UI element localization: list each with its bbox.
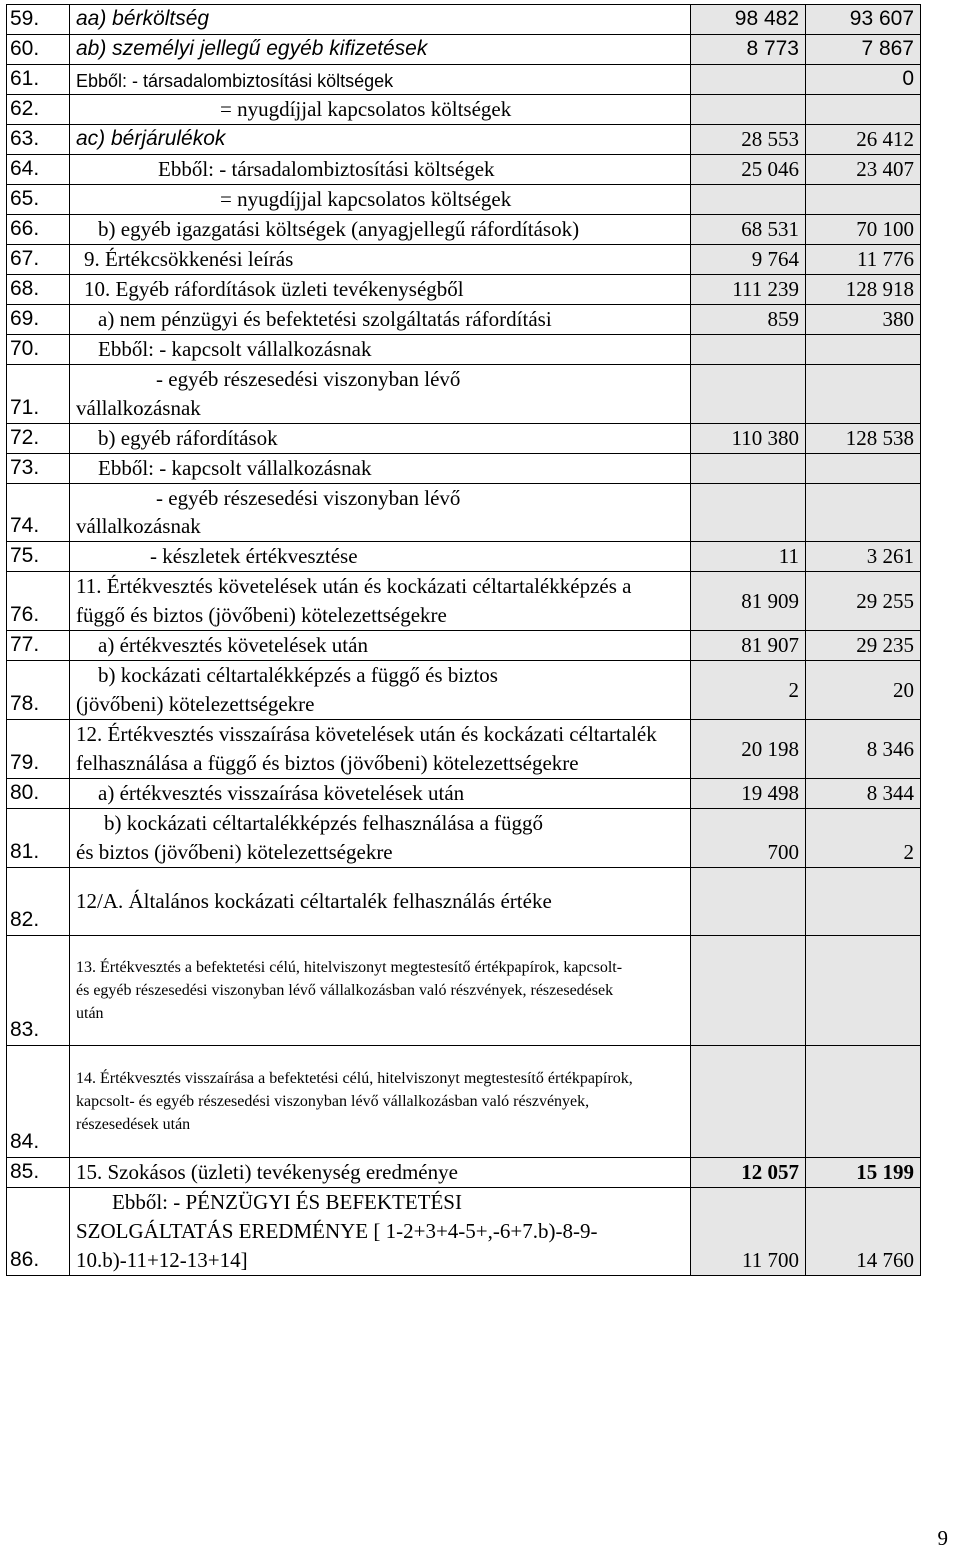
description-line: b) kockázati céltartalékképzés a függő és biztos (98, 663, 498, 688)
value-col2 (806, 483, 921, 542)
value-col2: 11 776 (806, 244, 921, 274)
value-col2: 128 538 (806, 423, 921, 453)
value-col1: 8 773 (691, 34, 806, 64)
table-row (7, 809, 921, 868)
value-col2 (806, 1046, 921, 1158)
description-line: SZOLGÁLTATÁS EREDMÉNYE [ 1-2+3+4-5+,-6+7.b)-8-9-10.b)-11+12-13+14] (76, 1219, 598, 1272)
value-col2: 29 235 (806, 631, 921, 661)
value-col2: 29 255 (806, 572, 921, 631)
row-description: - készletek értékvesztése (70, 542, 691, 572)
value-col1: 20 198 (691, 720, 806, 779)
value-col2 (806, 936, 921, 1046)
table-row (7, 124, 921, 154)
row-description (70, 661, 691, 720)
value-col1 (691, 1046, 806, 1158)
row-description: aa) bérköltség (70, 5, 691, 35)
value-col2 (806, 334, 921, 364)
row-number: 71. (7, 364, 70, 423)
row-description (70, 1188, 691, 1276)
row-number: 67. (7, 244, 70, 274)
row-number: 86. (7, 1188, 70, 1276)
row-description: ac) bérjárulékok (70, 124, 691, 154)
value-col1: 110 380 (691, 423, 806, 453)
table-row (7, 34, 921, 64)
description-line: vállalkozásnak (76, 514, 201, 539)
row-description (70, 483, 691, 542)
row-number: 78. (7, 661, 70, 720)
value-col2 (806, 94, 921, 124)
table-row (7, 936, 921, 1046)
table-row (7, 244, 921, 274)
row-description: b) egyéb ráfordítások (70, 423, 691, 453)
row-description: 13. Értékvesztés a befektetési célú, hitelviszonyt megtestesítő értékpapírok, kapcsolt- és egyéb részesedési viszonyban lévő vállalkozásban való részvények, részesedések után (70, 936, 691, 1046)
value-col1: 9 764 (691, 244, 806, 274)
value-col2: 2 (806, 809, 921, 868)
row-number: 61. (7, 64, 70, 94)
row-number: 85. (7, 1158, 70, 1188)
row-description: 14. Értékvesztés visszaírása a befektetési célú, hitelviszonyt megtestesítő értékpapírok, kapcsolt- és egyéb részesedési viszonyban lévő vállalkozásban való részvények, részesedések után (70, 1046, 691, 1158)
value-col1: 11 700 (691, 1188, 806, 1276)
row-number: 59. (7, 5, 70, 35)
row-number: 68. (7, 274, 70, 304)
description-line: vállalkozásnak (76, 395, 201, 420)
table-row (7, 154, 921, 184)
value-col1: 98 482 (691, 5, 806, 35)
value-col2: 15 199 (806, 1158, 921, 1188)
value-col2: 14 760 (806, 1188, 921, 1276)
description-line: b) kockázati céltartalékképzés felhasználása a függő (104, 811, 544, 836)
page-number: 9 (937, 1526, 948, 1550)
value-col1 (691, 936, 806, 1046)
row-description: a) értékvesztés követelések után (70, 631, 691, 661)
table-row (7, 184, 921, 214)
value-col2: 0 (806, 64, 921, 94)
row-description: Ebből: - társadalombiztosítási költségek (70, 64, 691, 94)
value-col2: 23 407 (806, 154, 921, 184)
value-col1: 700 (691, 809, 806, 868)
row-number: 63. (7, 124, 70, 154)
row-description: 9. Értékcsökkenési leírás (70, 244, 691, 274)
row-number: 69. (7, 304, 70, 334)
row-number: 72. (7, 423, 70, 453)
row-number: 81. (7, 809, 70, 868)
table-row (7, 1158, 921, 1188)
table-row (7, 304, 921, 334)
table-row (7, 1188, 921, 1276)
table-row (7, 1046, 921, 1158)
description-line: (jövőbeni) kötelezettségekre (76, 692, 315, 717)
row-number: 76. (7, 572, 70, 631)
row-description: Ebből: - kapcsolt vállalkozásnak (70, 334, 691, 364)
income-statement-table (6, 4, 921, 1276)
row-description: ab) személyi jellegű egyéb kifizetések (70, 34, 691, 64)
value-col1: 28 553 (691, 124, 806, 154)
row-description: 15. Szokásos (üzleti) tevékenység eredménye (70, 1158, 691, 1188)
description-line: - egyéb részesedési viszonyban lévő (156, 485, 461, 510)
row-description: 12. Értékvesztés visszaírása követelések után és kockázati céltartalék felhasználása a függő és biztos (jövőbeni) kötelezettségekre (70, 720, 691, 779)
table-row (7, 94, 921, 124)
table-row (7, 453, 921, 483)
value-col2 (806, 364, 921, 423)
row-number: 82. (7, 868, 70, 936)
value-col1: 2 (691, 661, 806, 720)
table-row (7, 334, 921, 364)
value-col2: 8 344 (806, 779, 921, 809)
row-number: 74. (7, 483, 70, 542)
value-col1: 68 531 (691, 214, 806, 244)
value-col1: 11 (691, 542, 806, 572)
value-col1 (691, 483, 806, 542)
value-col2: 3 261 (806, 542, 921, 572)
table-row (7, 779, 921, 809)
value-col2 (806, 184, 921, 214)
value-col1: 12 057 (691, 1158, 806, 1188)
value-col1: 81 907 (691, 631, 806, 661)
value-col1 (691, 364, 806, 423)
row-description: Ebből: - társadalombiztosítási költségek (70, 154, 691, 184)
value-col1: 25 046 (691, 154, 806, 184)
value-col2: 128 918 (806, 274, 921, 304)
row-number: 75. (7, 542, 70, 572)
row-description: a) nem pénzügyi és befektetési szolgáltatás ráfordítási (70, 304, 691, 334)
value-col1 (691, 868, 806, 936)
row-number: 66. (7, 214, 70, 244)
table-row (7, 720, 921, 779)
row-description: = nyugdíjjal kapcsolatos költségek (70, 94, 691, 124)
row-number: 77. (7, 631, 70, 661)
table-row (7, 542, 921, 572)
value-col2: 7 867 (806, 34, 921, 64)
row-number: 65. (7, 184, 70, 214)
row-description: b) egyéb igazgatási költségek (anyagjellegű ráfordítások) (70, 214, 691, 244)
value-col2: 70 100 (806, 214, 921, 244)
row-description (70, 364, 691, 423)
row-number: 80. (7, 779, 70, 809)
table-row (7, 483, 921, 542)
row-description: 10. Egyéb ráfordítások üzleti tevékenységből (70, 274, 691, 304)
value-col2: 20 (806, 661, 921, 720)
table-row (7, 423, 921, 453)
table-row (7, 214, 921, 244)
row-number: 70. (7, 334, 70, 364)
table-row (7, 364, 921, 423)
row-description: 11. Értékvesztés követelések után és kockázati céltartalékképzés a függő és biztos (jövőbeni) kötelezettségekre (70, 572, 691, 631)
row-number: 73. (7, 453, 70, 483)
description-line: Ebből: - PÉNZÜGYI ÉS BEFEKTETÉSI (112, 1190, 462, 1215)
value-col1: 19 498 (691, 779, 806, 809)
row-description: = nyugdíjjal kapcsolatos költségek (70, 184, 691, 214)
row-description: Ebből: - kapcsolt vállalkozásnak (70, 453, 691, 483)
table-row (7, 274, 921, 304)
row-description: 12/A. Általános kockázati céltartalék felhasználás értéke (70, 868, 691, 936)
table-row (7, 631, 921, 661)
row-number: 84. (7, 1046, 70, 1158)
row-number: 79. (7, 720, 70, 779)
value-col1: 111 239 (691, 274, 806, 304)
table-row (7, 572, 921, 631)
value-col1 (691, 334, 806, 364)
value-col1 (691, 64, 806, 94)
value-col2: 8 346 (806, 720, 921, 779)
row-description: a) értékvesztés visszaírása követelések után (70, 779, 691, 809)
row-number: 83. (7, 936, 70, 1046)
row-number: 64. (7, 154, 70, 184)
table-row (7, 64, 921, 94)
value-col2 (806, 453, 921, 483)
value-col2 (806, 868, 921, 936)
table-row (7, 661, 921, 720)
value-col1 (691, 184, 806, 214)
row-number: 62. (7, 94, 70, 124)
value-col1 (691, 453, 806, 483)
table-row (7, 868, 921, 936)
row-description (70, 809, 691, 868)
table-row (7, 5, 921, 35)
description-line: és biztos (jövőbeni) kötelezettségekre (76, 840, 393, 865)
value-col2: 26 412 (806, 124, 921, 154)
description-line: - egyéb részesedési viszonyban lévő (156, 366, 461, 391)
value-col2: 93 607 (806, 5, 921, 35)
value-col1 (691, 94, 806, 124)
value-col1: 81 909 (691, 572, 806, 631)
row-number: 60. (7, 34, 70, 64)
value-col1: 859 (691, 304, 806, 334)
value-col2: 380 (806, 304, 921, 334)
